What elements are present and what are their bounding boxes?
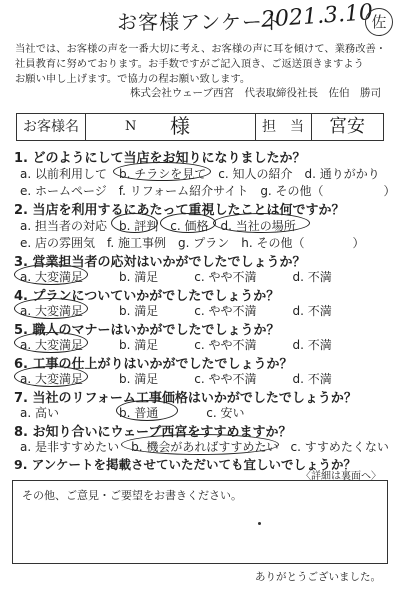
customer-honorific: 様	[170, 114, 190, 138]
staff-name: 宮安	[329, 116, 365, 137]
q4-options: a. 大変満足 b. 満足 c. やや不満 d. 不満	[20, 304, 332, 318]
customer-name-value	[85, 114, 256, 140]
q3-options: a. 大変満足 b. 満足 c. やや不満 d. 不満	[20, 270, 332, 284]
answer-circle-q8	[121, 434, 279, 455]
question-1: 1. どのようにして当店をお知りになりましたか？	[14, 151, 306, 166]
answer-circle-q2-d	[213, 213, 310, 233]
answer-circle-q3	[14, 264, 88, 285]
q6-options: a. 大変満足 b. 満足 c. やや不満 d. 不満	[20, 372, 332, 386]
question-8: 8. お知り合いにウェーブ西宮をすすめますか？	[14, 425, 292, 440]
customer-info-table	[16, 113, 384, 141]
approval-stamp: 佐	[365, 8, 393, 36]
q1-options-row-2: e. ホームページ f. リフォーム紹介サイト g. その他（ ）	[20, 184, 396, 198]
thanks-note: ありがとうございました。	[255, 571, 381, 583]
staff-label: 担 当	[255, 114, 312, 140]
question-5: 5. 職人のマナーはいかがでしたでしょうか？	[14, 323, 280, 338]
answer-circle-q1	[113, 162, 211, 181]
see-back-note: 〈詳細は裏面へ〉	[301, 471, 381, 482]
customer-name-label: お客様名	[17, 114, 86, 140]
question-2: 2. 当店を利用するにあたって重視したことは何ですか？	[14, 203, 345, 218]
q1-options-row-1: a. 以前利用して b. チラシを見て c. 知人の紹介 d. 通りがかり	[20, 167, 380, 181]
ink-dot	[258, 522, 261, 525]
question-4: 4. プランについていかがでしたでしょうか？	[14, 289, 280, 304]
question-6: 6. 工事の仕上がりはいかがでしたでしょうか？	[14, 357, 293, 372]
q8-options: a. 是非すすめたい b. 機会があればすすめたい c. すすめたくない	[20, 440, 389, 454]
q2-options-row-1: a. 担当者の対応 b. 評判 c. 価格 d. 当社の場所	[20, 219, 296, 233]
answer-circle-q6	[14, 366, 88, 387]
intro-line-3: お願い申し上げます。で協力の程お願い致します。	[15, 73, 251, 85]
intro-line-1: 当社では、お客様の声を一番大切に考え、お客様の声に耳を傾けて、業務改善・	[15, 43, 387, 55]
q5-options: a. 大変満足 b. 満足 c. やや不満 d. 不満	[20, 338, 332, 352]
intro-line-2: 社員教育に努めております。お手数ですがご記入頂き、ご返送頂きますよう	[15, 58, 364, 70]
answer-circle-q5	[14, 332, 88, 353]
survey-title: お客様アンケート	[117, 10, 284, 34]
answer-circle-q7	[116, 400, 178, 421]
question-9: 9. アンケートを掲載させていただいても宜しいでしょうか？	[14, 457, 357, 472]
company-signature: 株式会社ウェーブ西宮 代表取締役社長 佐伯 勝司	[129, 87, 381, 99]
answer-circle-q4	[14, 298, 88, 319]
handwritten-date: 2021.3.10	[260, 0, 374, 33]
answer-circle-q2-c	[160, 213, 216, 233]
customer-initial: N	[125, 119, 137, 134]
q7-options: a. 高い b. 普通 c. 安い	[20, 406, 245, 420]
question-3: 3. 営業担当者の応対はいかがでしたでしょうか？	[14, 255, 306, 270]
q2-options-row-2: e. 店の雰囲気 f. 施工事例 g. プラン h. その他（ ）	[20, 236, 365, 250]
comment-label: その他、ご意見・ご要望をお書きください。	[22, 489, 242, 502]
question-7: 7. 当社のリフォーム工事価格はいかがでしたでしょうか？	[14, 391, 357, 406]
answer-circle-q2-b	[111, 213, 158, 233]
